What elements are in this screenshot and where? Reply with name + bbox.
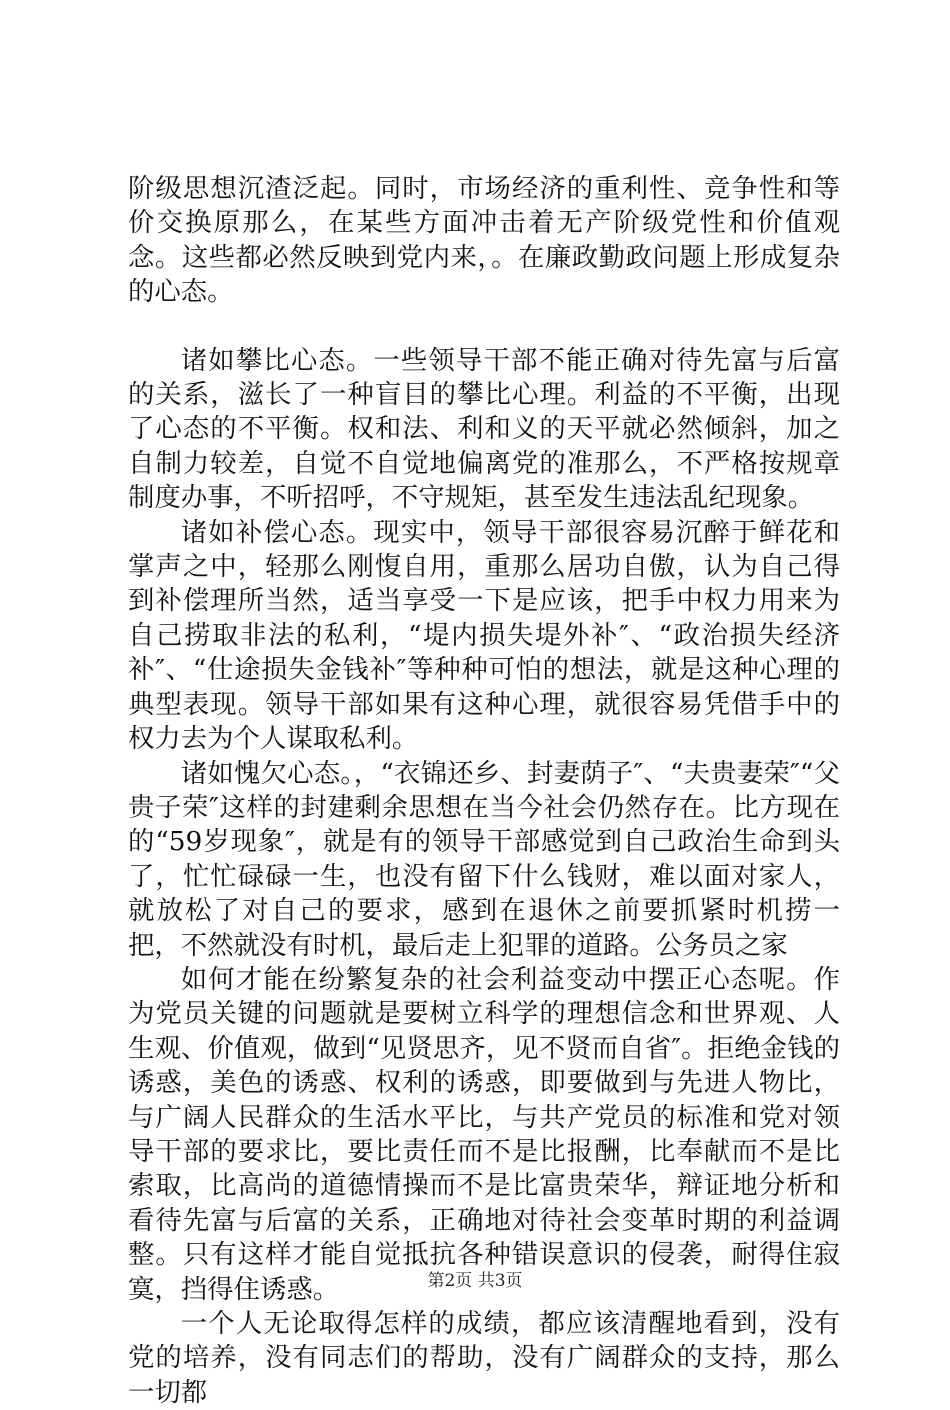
- document-body: [128, 172, 840, 1410]
- paragraph-comparison-mentality: 诸如攀比心态。一些领导干部不能正确对待先富与后富的关系，滋长了一种盲目的攀比心理。利益的不平衡，出现了心态的不平衡。权和法、利和义的天平就必然倾斜，加之自制力较差，自觉不自觉地偏离党的准那么，不严格按规章制度办事，不听招呼，不守规矩，甚至发生违法乱纪现象。: [128, 344, 840, 514]
- paragraph-correct-mentality: 如何才能在纷繁复杂的社会利益变动中摆正心态呢。作为党员关键的问题就是要树立科学的理想信念和世界观、人生观、价值观，做到“见贤思齐，见不贤而自省″。拒绝金钱的诱惑，美色的诱惑、权利的诱惑，即要做到与先进人物比，与广阔人民群众的生活水平比，与共产党员的标准和党对领导干部的要求比，要比责任而不是比报酬，比奉献而不是比索取，比高尚的道德情操而不是比富贵荣华，辩证地分析和看待先富与后富的关系，正确地对待社会变革时期的利益调整。只有这样才能自觉抵抗各种错误意识的侵袭，耐得住寂寞，挡得住诱惑。: [128, 963, 840, 1305]
- page-number: 第2页 共3页: [427, 1271, 523, 1291]
- paragraph-continuation: 阶级思想沉渣泛起。同时，市场经济的重利性、竞争性和等价交换原那么，在某些方面冲击着无产阶级党性和价值观念。这些都必然反映到党内来，。在廉政勤政问题上形成复杂的心态。: [128, 173, 840, 308]
- paragraph-guilt-mentality: 诸如愧欠心态。，“衣锦还乡、封妻荫子″、“夫贵妻荣″“父贵子荣″这样的封建剩余思想在当今社会仍然存在。比方现在的“59岁现象″，就是有的领导干部感觉到自己政治生命到头了，忙忙碌碌一生，也没有留下什么钱财，难以面对家人，就放松了对自己的要求，感到在退休之前要抓紧时机捞一把，不然就没有时机，最后走上犯罪的道路。公务员之家: [128, 757, 840, 961]
- page-footer: [0, 1270, 950, 1292]
- paragraph-gratitude: 一个人无论取得怎样的成绩，都应该清醒地看到，没有党的培养，没有同志们的帮助，没有广阔群众的支持，那么一切都: [128, 1308, 840, 1408]
- paragraph-compensation-mentality: 诸如补偿心态。现实中，领导干部很容易沉醉于鲜花和掌声之中，轻那么刚愎自用，重那么居功自傲，认为自己得到补偿理所当然，适当享受一下是应该，把手中权力用来为自己捞取非法的私利，“堤内损失堤外补″、“政治损失经济补″、“仕途损失金钱补″等种种可怕的想法，就是这种心理的典型表现。领导干部如果有这种心理，就很容易凭借手中的权力去为个人谋取私利。: [128, 516, 840, 755]
